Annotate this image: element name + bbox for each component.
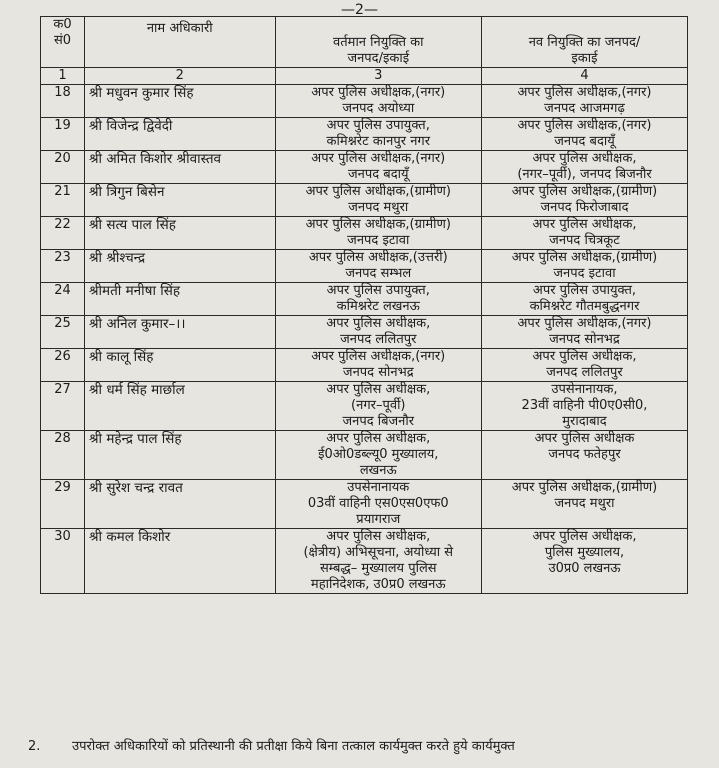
current-posting-cell [275,118,481,151]
current-posting-cell [275,217,481,250]
current-posting-line: ई0ओ0डब्ल्यू0 मुख्यालय, [318,447,439,462]
officer-name-cell: श्री विजेन्द्र द्विवेदी [84,118,275,151]
new-posting-line: जनपद इटावा [553,266,616,281]
table-row [41,85,688,118]
new-posting-line: उपसेनानायक, [551,382,618,397]
serial-number-cell: 29 [41,480,85,529]
officer-name-cell: श्री कालू सिंह [84,349,275,382]
current-posting-line: अपर पुलिस अधीक्षक, [326,316,431,331]
current-posting-line: (क्षेत्रीय) अभिसूचना, अयोध्या से [303,545,454,560]
new-posting-cell [481,85,687,118]
new-posting-cell [481,349,687,382]
current-posting-cell [275,85,481,118]
new-posting-line: अपर पुलिस अधीक्षक, [532,529,637,544]
header-serial-line1: क0 [53,17,72,32]
table-row [41,184,688,217]
current-posting-line: अपर पुलिस अधीक्षक, [326,431,431,446]
column-number: 2 [84,68,275,85]
current-posting-cell [275,184,481,217]
new-posting-line: जनपद फतेहपुर [548,447,621,462]
current-posting-line: जनपद सोनभद्र [342,365,414,380]
table-row [41,349,688,382]
header-serial-line2: सं0 [53,33,72,48]
new-posting-line: मुरादाबाद [562,414,607,429]
table-row [41,382,688,431]
table-row [41,217,688,250]
table-body [41,85,688,594]
current-posting-cell [275,529,481,594]
new-posting-cell [481,250,687,283]
current-posting-line: अपर पुलिस उपायुक्त, [326,283,430,298]
new-posting-line: पुलिस मुख्यालय, [544,545,625,560]
current-posting-cell [275,283,481,316]
new-posting-line: अपर पुलिस अधीक्षक,(ग्रामीण) [511,250,658,265]
current-posting-line: अपर पुलिस अधीक्षक,(नगर) [311,151,446,166]
new-posting-line: जनपद मथुरा [554,496,615,511]
new-posting-cell [481,151,687,184]
new-posting-cell [481,480,687,529]
new-posting-line: अपर पुलिस अधीक्षक, [532,151,637,166]
table-row [41,316,688,349]
new-posting-line: अपर पुलिस अधीक्षक, [532,217,637,232]
new-posting-cell [481,217,687,250]
footer-number: 2. [28,739,41,754]
header-new-line2: इकाई [571,51,598,66]
officer-name-cell: श्री अनिल कुमार–।। [84,316,275,349]
new-posting-line: अपर पुलिस अधीक्षक [534,431,635,446]
new-posting-line: अपर पुलिस अधीक्षक,(नगर) [517,316,652,331]
current-posting-line: अपर पुलिस अधीक्षक,(नगर) [311,85,446,100]
current-posting-line: अपर पुलिस अधीक्षक,(ग्रामीण) [305,217,451,232]
officer-name-cell: श्री त्रिगुन बिसेन [84,184,275,217]
serial-number-cell: 18 [41,85,85,118]
officer-name-cell: श्री धर्म सिंह मार्छाल [84,382,275,431]
new-posting-cell [481,431,687,480]
new-posting-line: जनपद सोनभद्र [549,332,620,347]
current-posting-line: जनपद ललितपुर [340,332,417,347]
officer-name-cell: श्री श्रीश्चन्द्र [84,250,275,283]
officer-name-cell: श्री अमित किशोर श्रीवास्तव [84,151,275,184]
new-posting-line: जनपद चित्रकूट [549,233,620,248]
table-row [41,283,688,316]
officer-name-cell: श्री सत्य पाल सिंह [84,217,275,250]
table-row [41,118,688,151]
current-posting-line: अपर पुलिस अधीक्षक,(नगर) [311,349,446,364]
current-posting-line: उपसेनानायक [347,480,410,495]
column-number: 1 [41,68,85,85]
current-posting-line: अपर पुलिस अधीक्षक, [326,529,431,544]
serial-number-cell: 30 [41,529,85,594]
new-posting-line: 23वीं वाहिनी पी0ए0सी0, [521,398,648,413]
current-posting-line: कमिश्नरेट कानपुर नगर [326,134,431,149]
officer-name-cell: श्रीमती मनीषा सिंह [84,283,275,316]
current-posting-line: अपर पुलिस अधीक्षक,(ग्रामीण) [305,184,451,199]
new-posting-line: (नगर–पूर्वी), जनपद बिजनौर [517,167,652,182]
table-row [41,151,688,184]
new-posting-line: अपर पुलिस अधीक्षक,(ग्रामीण) [511,184,658,199]
header-current-line1: वर्तमान नियुक्ति का [333,35,424,50]
column-number: 3 [275,68,481,85]
serial-number-cell: 25 [41,316,85,349]
current-posting-line: जनपद बिजनौर [342,414,415,429]
new-posting-line: अपर पुलिस अधीक्षक,(ग्रामीण) [511,480,658,495]
new-posting-line: उ0प्र0 लखनऊ [548,561,621,576]
table-row [41,250,688,283]
header-new-line1: नव नियुक्ति का जनपद/ [528,35,641,50]
current-posting-line: सम्बद्ध– मुख्यालय पुलिस [319,561,437,576]
current-posting-cell [275,431,481,480]
table-header-row [41,17,688,68]
serial-number-cell: 27 [41,382,85,431]
current-posting-line: अपर पुलिस उपायुक्त, [326,118,430,133]
new-posting-cell [481,316,687,349]
officer-name-cell: श्री मधुवन कुमार सिंह [84,85,275,118]
serial-number-cell: 21 [41,184,85,217]
header-serial [41,17,85,68]
current-posting-line: अपर पुलिस अधीक्षक, [326,382,431,397]
current-posting-line: कमिश्नरेट लखनऊ [336,299,420,314]
officer-name-cell: श्री कमल किशोर [84,529,275,594]
serial-number-cell: 19 [41,118,85,151]
footer-paragraph [28,738,708,756]
current-posting-cell [275,382,481,431]
current-posting-line: जनपद मथुरा [348,200,409,215]
new-posting-line: अपर पुलिस अधीक्षक,(नगर) [517,85,652,100]
new-posting-cell [481,529,687,594]
new-posting-cell [481,118,687,151]
column-number-row [41,68,688,85]
current-posting-line: जनपद बदायूँ [348,167,409,182]
new-posting-line: जनपद आजमगढ़ [544,101,625,116]
current-posting-cell [275,349,481,382]
current-posting-line: महानिदेशक, उ0प्र0 लखनऊ [310,577,446,592]
table-row [41,431,688,480]
serial-number-cell: 24 [41,283,85,316]
page-number: —2— [341,2,378,18]
current-posting-line: जनपद इटावा [347,233,410,248]
table-row [41,529,688,594]
current-posting-cell [275,151,481,184]
current-posting-line: लखनऊ [359,463,397,478]
table-row [41,480,688,529]
new-posting-line: कमिश्नरेट गौतमबुद्धनगर [529,299,640,314]
current-posting-cell [275,316,481,349]
column-number: 4 [481,68,687,85]
current-posting-cell [275,480,481,529]
new-posting-cell [481,283,687,316]
new-posting-cell [481,382,687,431]
current-posting-cell [275,250,481,283]
new-posting-line: अपर पुलिस अधीक्षक,(नगर) [517,118,652,133]
current-posting-line: 03वीं वाहिनी एस0एस0एफ0 [307,496,449,511]
current-posting-line: अपर पुलिस अधीक्षक,(उत्तरी) [308,250,448,265]
transfer-table [40,16,688,594]
new-posting-line: जनपद ललितपुर [546,365,623,380]
new-posting-line: जनपद फिरोजाबाद [540,200,629,215]
header-current-line2: जनपद/इकाई [347,51,410,66]
new-posting-line: अपर पुलिस अधीक्षक, [532,349,637,364]
serial-number-cell: 26 [41,349,85,382]
new-posting-line: जनपद बदायूँ [554,134,615,149]
new-posting-line: अपर पुलिस उपायुक्त, [532,283,637,298]
serial-number-cell: 20 [41,151,85,184]
officer-name-cell: श्री सुरेश चन्द्र रावत [84,480,275,529]
header-name: नाम अधिकारी [84,17,275,68]
serial-number-cell: 22 [41,217,85,250]
serial-number-cell: 28 [41,431,85,480]
officer-name-cell: श्री महेन्द्र पाल सिंह [84,431,275,480]
header-current [275,17,481,68]
current-posting-line: प्रयागराज [356,512,401,527]
header-new [481,17,687,68]
new-posting-cell [481,184,687,217]
footer-text: उपरोक्त अधिकारियों को प्रतिस्थानी की प्रतीक्षा किये बिना तत्काल कार्यमुक्त करते हुये कार्यमुक्त [72,739,515,754]
serial-number-cell: 23 [41,250,85,283]
current-posting-line: (नगर–पूर्वी) [351,398,406,413]
current-posting-line: जनपद सम्भल [345,266,412,281]
current-posting-line: जनपद अयोध्या [342,101,415,116]
